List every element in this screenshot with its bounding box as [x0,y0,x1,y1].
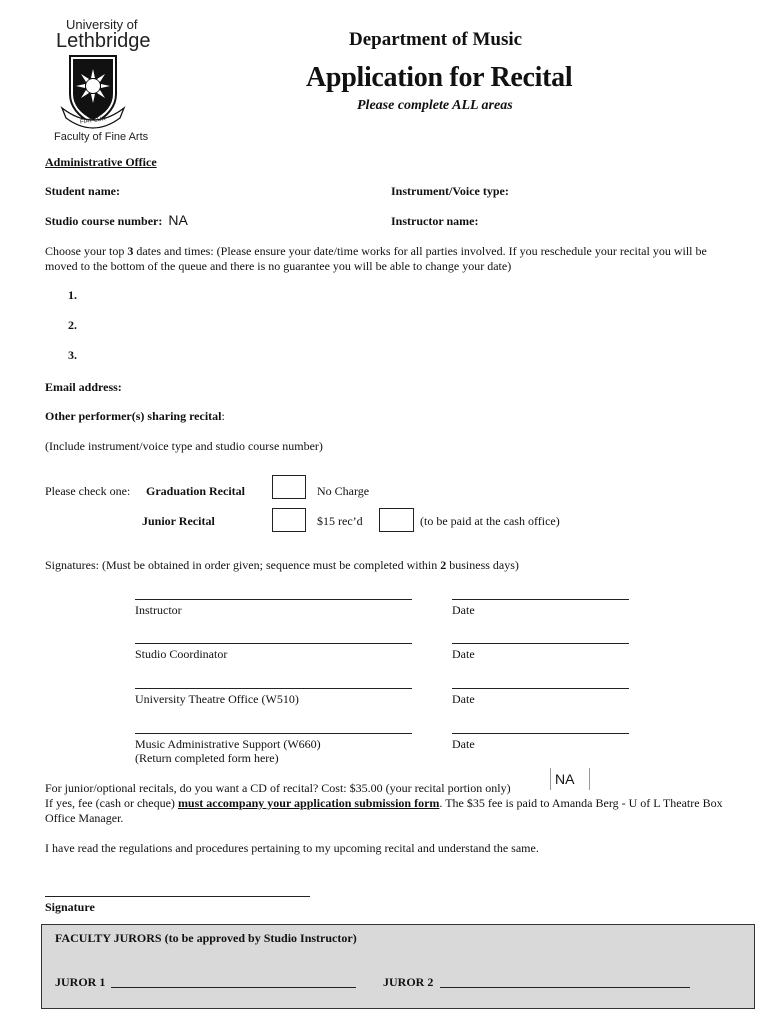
studio-course-label: Studio course number: [45,214,163,228]
fee-received-checkbox[interactable] [379,508,414,532]
admin-support-role-sub: (Return completed form here) [135,751,279,765]
junior-recital-label: Junior Recital [142,514,215,528]
faculty-jurors-heading: FACULTY JURORS (to be approved by Studio Instructor) [55,931,357,945]
admin-support-role-label: Music Administrative Support (W660) [135,737,321,751]
date-choice-2: 2. [68,318,77,332]
juror-2-label: JUROR 2 [383,975,434,989]
date-choice-3: 3. [68,348,77,362]
cash-office-note: (to be paid at the cash office) [420,514,560,528]
no-charge-label: No Charge [317,484,370,498]
cd-question: For junior/optional recitals, do you want a CD of recital? Cost: $35.00 (your recital portion only) [45,781,511,795]
juror-2-line[interactable] [440,987,690,988]
theatre-office-signature-line[interactable] [135,688,412,689]
signatures-instructions: Signatures: (Must be obtained in order given; sequence must be completed within 2 business days) [45,558,519,572]
fee-received-label: $15 rec’d [317,514,363,528]
graduation-recital-label: Graduation Recital [146,484,245,498]
junior-recital-checkbox[interactable] [272,508,306,532]
graduation-recital-checkbox[interactable] [272,475,306,499]
instructor-name-label: Instructor name: [391,214,479,228]
department-heading: Department of Music [349,29,523,50]
cd-answer-field[interactable]: NA [550,768,590,790]
instructor-signature-line[interactable] [135,599,412,600]
theatre-office-role-label: University Theatre Office (W510) [135,692,299,706]
juror-1-line[interactable] [111,987,356,988]
theatre-office-date-label: Date [452,692,475,706]
include-note: (Include instrument/voice type and studio course number) [45,439,323,453]
other-performers-row: Other performer(s) sharing recital: [45,409,225,423]
page-subtitle: Please complete ALL areas [357,98,513,113]
logo-university-of: University of [66,17,138,32]
admin-support-signature-line[interactable] [135,733,412,734]
logo-faculty: Faculty of Fine Arts [54,131,149,143]
coordinator-role-label: Studio Coordinator [135,647,228,661]
coordinator-signature-line[interactable] [135,643,412,644]
coordinator-date-line[interactable] [452,643,629,644]
cd-fee-note: If yes, fee (cash or cheque) must accompany your application submission form. The $35 fee is paid to Amanda Berg - U of L Theatre Box Office Manager. [45,796,723,825]
coordinator-date-label: Date [452,647,475,661]
choose-dates-instructions: Choose your top 3 dates and times: (Please ensure your date/time works for all parties involved. If you reschedule your recital you will be moved to the bottom of the queue and there is no guarantee you will be able to change your date) [45,244,707,273]
agreement-statement: I have read the regulations and procedures pertaining to my upcoming recital and understand the same. [45,841,539,855]
instructor-role-label: Instructor [135,603,182,617]
student-name-label: Student name: [45,184,121,198]
instructor-date-label: Date [452,603,475,617]
faculty-jurors-panel [41,924,755,1009]
admin-support-date-line[interactable] [452,733,629,734]
date-choice-1: 1. [68,288,77,302]
studio-course-row [45,212,188,229]
page-title: Application for Recital [306,62,573,93]
studio-course-value[interactable]: NA [168,212,188,228]
juror-1-label: JUROR 1 [55,975,106,989]
email-label: Email address: [45,380,122,394]
admin-support-date-label: Date [452,737,475,751]
logo-motto: FIAT LUX [79,116,107,126]
logo-lethbridge: Lethbridge [56,30,151,52]
check-one-label: Please check one: [45,484,131,498]
admin-office-label: Administrative Office [45,155,157,169]
student-signature-line[interactable] [45,896,310,897]
instrument-label: Instrument/Voice type: [391,184,509,198]
theatre-office-date-line[interactable] [452,688,629,689]
instructor-date-line[interactable] [452,599,629,600]
signature-label: Signature [45,900,95,914]
